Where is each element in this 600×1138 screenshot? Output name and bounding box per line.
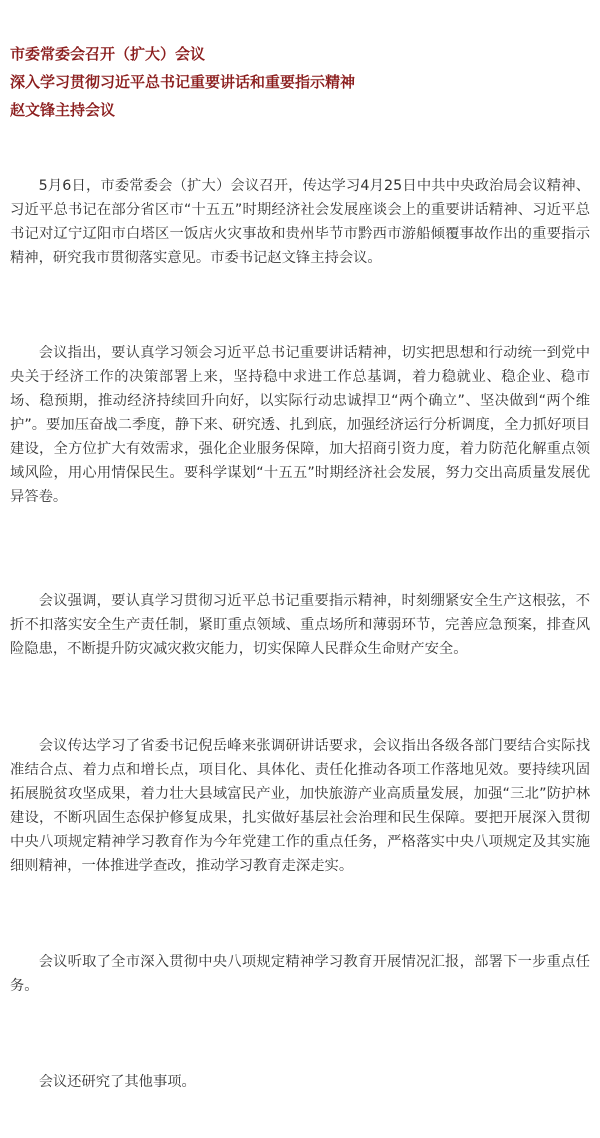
article-headline <box>10 42 590 126</box>
paragraph-meeting-points: 会议指出，要认真学习领会习近平总书记重要讲话精神，切实把思想和行动统一到党中央关于经济工作的决策部署上来，坚持稳中求进工作总基调，着力稳就业、稳企业、稳市场、稳预期，推动经济持续回升向好，以实际行动忠诚捍卫“两个确立”、坚决做到“两个维护”。要加压奋战二季度，静下来、研究透、扎到底，加强经济运行分析调度，全力抓好项目建设，全方位扩大有效需求，强化企业服务保障，加大招商引资力度，着力防范化解重点领域风险，用心用情保民生。要科学谋划“十五五”时期经济社会发展，努力交出高质量发展优异答卷。 <box>10 345 590 505</box>
paragraph-provincial-requirements: 会议传达学习了省委书记倪岳峰来张调研讲话要求，会议指出各级各部门要结合实际找准结合点、着力点和增长点，项目化、具体化、责任化推动各项工作落地见效。要持续巩固拓展脱贫攻坚成果，着力壮大县域富民产业，加快旅游产业高质量发展，加强“三北”防护林建设，不断巩固生态保护修复成果，扎实做好基层社会治理和民生保障。要把开展深入贯彻中央八项规定精神学习教育作为今年党建工作的重点任务，严格落实中央八项规定及其实施细则精神，一体推进学查改，推动学习教育走深走实。 <box>10 738 590 874</box>
paragraph-safety-emphasis: 会议强调，要认真学习贯彻习近平总书记重要指示精神，时刻绷紧安全生产这根弦，不折不扣落实安全生产责任制，紧盯重点领域、重点场所和薄弱环节，完善应急预案，排查风险隐患，不断提升防灾减灾救灾能力，切实保障人民群众生命财产安全。 <box>10 593 590 657</box>
headline-subtitle: 深入学习贯彻习近平总书记重要讲话和重要指示精神 <box>10 73 356 91</box>
headline-main-title: 市委常委会召开（扩大）会议 <box>10 45 206 63</box>
paragraph-report-heard: 会议听取了全市深入贯彻中央八项规定精神学习教育开展情况汇报，部署下一步重点任务。 <box>10 954 590 994</box>
headline-host-line: 赵文锋主持会议 <box>10 101 116 119</box>
paragraph-other-matters: 会议还研究了其他事项。 <box>38 1074 196 1090</box>
paragraph-meeting-overview: 5月6日，市委常委会（扩大）会议召开，传达学习4月25日中共中央政治局会议精神、习近平总书记在部分省区市“十五五”时期经济社会发展座谈会上的重要讲话精神、习近平总书记对辽宁辽阳市白塔区一饭店火灾事故和贵州毕节市黔西市游船倾覆事故作出的重要指示精神，研究我市贯彻落实意见。市委书记赵文锋主持会议。 <box>10 178 590 266</box>
